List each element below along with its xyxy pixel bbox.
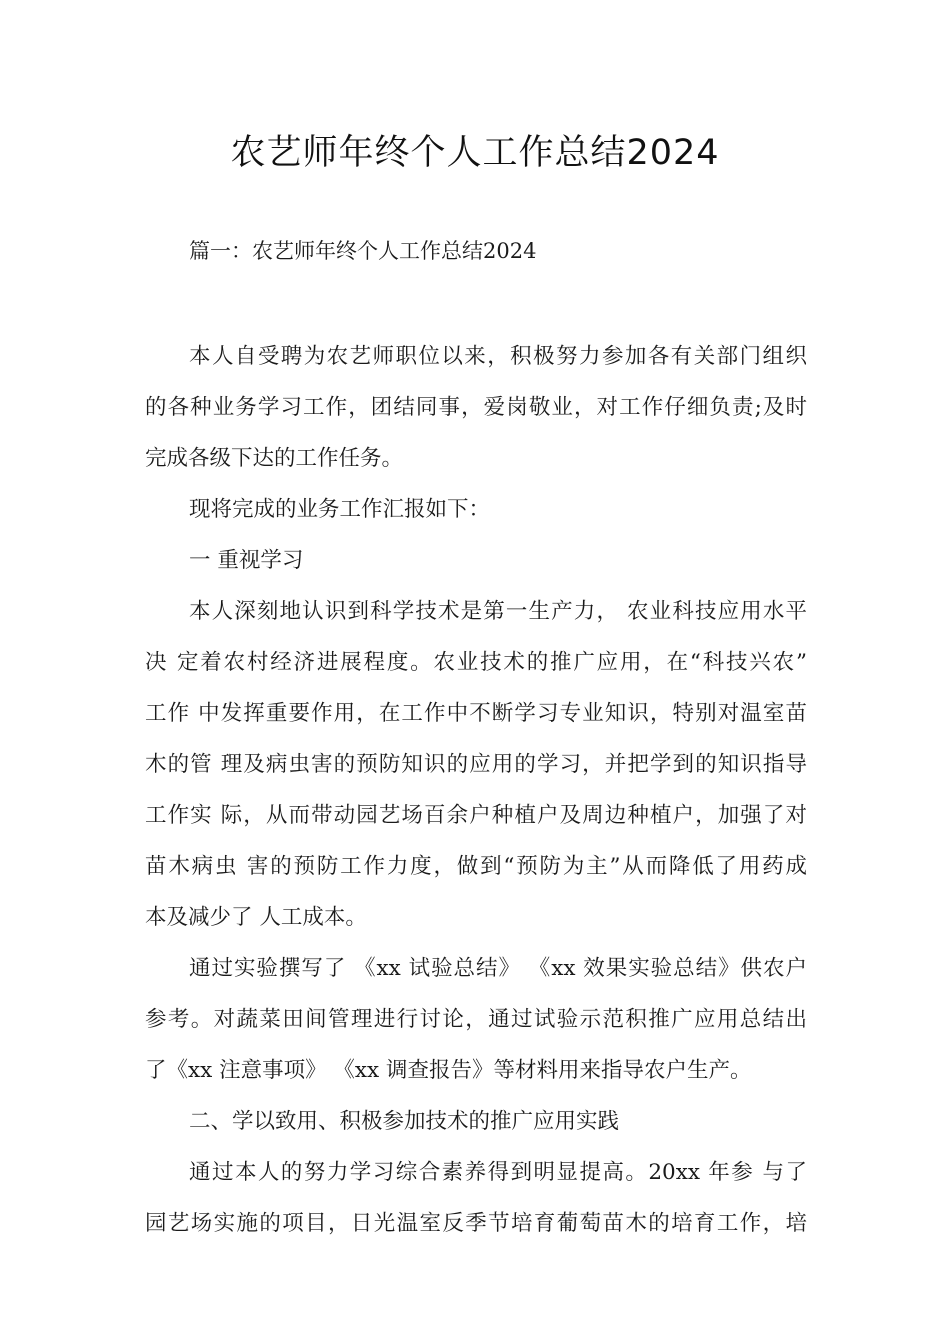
text-line: 参考。对蔬菜田间管理进行讨论，通过试验示范积推广应用总结出 <box>145 1007 807 1032</box>
text-line: 了《xx 注意事项》 《xx 调查报告》等材料用来指导农户生产。 <box>145 1058 752 1083</box>
paragraph-practice <box>145 1147 807 1249</box>
paragraph-report-lead <box>145 484 807 535</box>
text-line: 工作 中发挥重要作用，在工作中不断学习专业知识，特别对温室苗 <box>145 701 807 726</box>
text-line: 本及减少了 人工成本。 <box>145 905 367 930</box>
text-line: 决 定着农村经济进展程度。农业技术的推广应用，在“科技兴农” <box>145 650 807 675</box>
section-heading-practice <box>145 1096 807 1147</box>
document-body <box>145 331 807 1249</box>
text-line: 本人自受聘为农艺师职位以来，积极努力参加各有关部门组织 <box>189 344 807 369</box>
paragraph-study <box>145 586 807 943</box>
text-line: 工作实 际，从而带动园艺场百余户种植户及周边种植户，加强了对 <box>145 803 807 828</box>
text-line: 通过实验撰写了 《xx 试验总结》 《xx 效果实验总结》供农户 <box>189 956 807 981</box>
text-line: 园艺场实施的项目，日光温室反季节培育葡萄苗木的培育工作，培 <box>145 1211 807 1236</box>
paragraph-intro <box>145 331 807 484</box>
text-line: 现将完成的业务工作汇报如下： <box>189 497 491 522</box>
text-line: 通过本人的努力学习综合素养得到明显提高。20xx 年参 与了 <box>189 1160 807 1185</box>
section-heading-study <box>145 535 807 586</box>
paragraph-experiments <box>145 943 807 1096</box>
text-line: 一 重视学习 <box>189 548 304 573</box>
text-line: 的各种业务学习工作，团结同事，爱岗敬业，对工作仔细负责;及时 <box>145 395 807 420</box>
text-line: 本人深刻地认识到科学技术是第一生产力， 农业科技应用水平 <box>189 599 807 624</box>
document-title: 农艺师年终个人工作总结2024 <box>230 133 720 173</box>
text-line: 苗木病虫 害的预防工作力度，做到“预防为主”从而降低了用药成 <box>145 854 807 879</box>
text-line: 木的管 理及病虫害的预防知识的应用的学习，并把学到的知识指导 <box>145 752 807 777</box>
text-line: 完成各级下达的工作任务。 <box>145 446 404 471</box>
text-line: 二、学以致用、积极参加技术的推广应用实践 <box>189 1109 620 1134</box>
document-subtitle: 篇一：农艺师年终个人工作总结2024 <box>189 239 537 263</box>
